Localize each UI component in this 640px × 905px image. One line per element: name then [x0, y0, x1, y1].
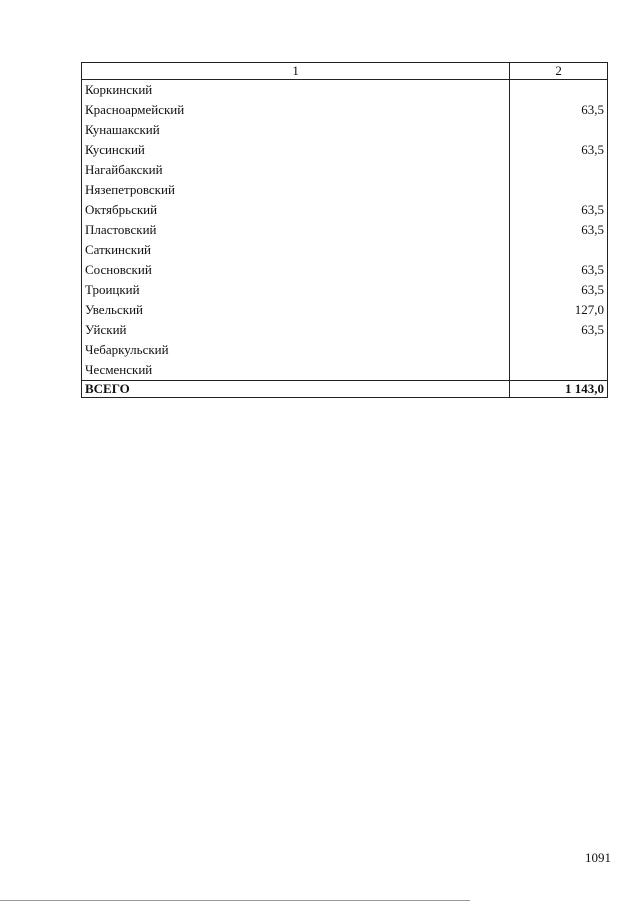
table-row [82, 140, 608, 160]
table-row [82, 280, 608, 300]
district-name: Нагайбакский [82, 160, 510, 180]
district-name: Уйский [82, 320, 510, 340]
district-value: 63,5 [510, 200, 608, 220]
table-row [82, 340, 608, 360]
district-table [81, 62, 608, 398]
header-col-1: 1 [82, 63, 510, 80]
district-value: 63,5 [510, 220, 608, 240]
district-value: 63,5 [510, 100, 608, 120]
district-name: Пластовский [82, 220, 510, 240]
district-name: Сосновский [82, 260, 510, 280]
total-value: 1 143,0 [510, 381, 608, 398]
district-name: Увельский [82, 300, 510, 320]
table-row [82, 120, 608, 140]
table-row [82, 360, 608, 381]
district-name: Кунашакский [82, 120, 510, 140]
table-row [82, 240, 608, 260]
table-row [82, 220, 608, 240]
district-value [510, 340, 608, 360]
table-row [82, 300, 608, 320]
table-row [82, 180, 608, 200]
district-value [510, 180, 608, 200]
district-value [510, 160, 608, 180]
table-row [82, 160, 608, 180]
total-row [82, 381, 608, 398]
table-row [82, 200, 608, 220]
district-value: 127,0 [510, 300, 608, 320]
district-value: 63,5 [510, 280, 608, 300]
district-value: 63,5 [510, 260, 608, 280]
table-row [82, 320, 608, 340]
district-value [510, 240, 608, 260]
district-name: Коркинский [82, 80, 510, 101]
district-name: Кусинский [82, 140, 510, 160]
district-name: Чебаркульский [82, 340, 510, 360]
bottom-rule [0, 900, 470, 901]
district-value [510, 360, 608, 381]
table-row [82, 80, 608, 101]
table-header-row [82, 63, 608, 80]
district-name: Троицкий [82, 280, 510, 300]
total-label: ВСЕГО [82, 381, 510, 398]
page-number: 1091 [585, 850, 611, 865]
district-value: 63,5 [510, 140, 608, 160]
district-value [510, 120, 608, 140]
district-name: Саткинский [82, 240, 510, 260]
district-value [510, 80, 608, 101]
district-name: Чесменский [82, 360, 510, 381]
district-value: 63,5 [510, 320, 608, 340]
header-col-2: 2 [510, 63, 608, 80]
table-row [82, 260, 608, 280]
table-row [82, 100, 608, 120]
district-name: Октябрьский [82, 200, 510, 220]
district-name: Красноармейский [82, 100, 510, 120]
district-name: Нязепетровский [82, 180, 510, 200]
